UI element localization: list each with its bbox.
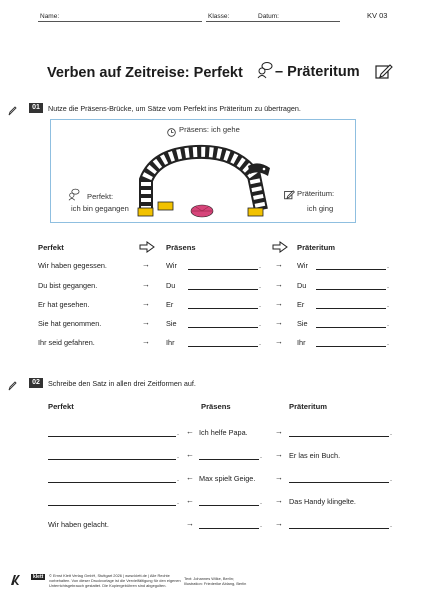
kv-code: KV 03 xyxy=(367,11,388,20)
t1-praeteritum-cell: Wir xyxy=(297,261,308,270)
t2-praesens-blank[interactable] xyxy=(199,505,259,506)
pencil-icon xyxy=(7,103,17,121)
t1-perfekt-cell: Er hat gesehen. xyxy=(38,300,90,309)
t2-perfekt-blank[interactable] xyxy=(48,482,176,483)
t2-praeteritum-blank[interactable] xyxy=(289,528,389,529)
t1-praesens-blank[interactable] xyxy=(188,308,258,309)
arrow-outline-icon-2 xyxy=(272,240,288,258)
t2-left-arrow: ← xyxy=(186,473,194,482)
t1-praesens-cell: Wir xyxy=(166,261,177,270)
t1-header-praeteritum: Präteritum xyxy=(297,243,335,252)
task2-instruction: Schreibe den Satz in allen drei Zeitformen auf. xyxy=(48,379,196,388)
arrow-outline-icon xyxy=(139,240,155,258)
t2-right-arrow: → xyxy=(275,427,283,436)
task2-number-badge: 02 xyxy=(29,378,43,388)
t1-arrow: → xyxy=(275,318,283,327)
t2-perfekt-blank[interactable] xyxy=(48,459,176,460)
write-pen-small-icon xyxy=(284,187,295,205)
t1-arrow: → xyxy=(275,260,283,269)
t1-perfekt-cell: Wir haben gegessen. xyxy=(38,261,107,270)
date-label: Datum: xyxy=(258,13,279,20)
name-line xyxy=(38,21,202,22)
copyright-notice: © Ernst Klett Verlag GmbH, Stuttgart 2026 | www.klett.de | Alle Rechte vorbehalten. Von dieser Druckvorlage ist die Vervielfältigung für den eigenen Unterrichtsgebrauch gestattet. Die Kopiergebühren sind abgegolten. xyxy=(49,573,181,588)
praeteritum-label: Präteritum: xyxy=(297,189,335,198)
t1-praeteritum-blank[interactable] xyxy=(316,346,386,347)
class-line xyxy=(206,21,256,22)
t2-perfekt-given: Wir haben gelacht. xyxy=(48,520,109,529)
t2-praeteritum-blank[interactable] xyxy=(289,482,389,483)
title-part-praeteritum: – Präteritum xyxy=(275,64,360,80)
t1-praesens-blank[interactable] xyxy=(188,346,258,347)
t1-perfekt-cell: Sie hat genommen. xyxy=(38,319,102,328)
t1-praeteritum-cell: Sie xyxy=(297,319,308,328)
t1-arrow: → xyxy=(142,299,150,308)
t2-right-arrow: → xyxy=(186,519,194,528)
t2-left-arrow: ← xyxy=(186,496,194,505)
t1-arrow: → xyxy=(275,299,283,308)
t1-praeteritum-blank[interactable] xyxy=(316,289,386,290)
t2-praesens-blank[interactable] xyxy=(199,528,259,529)
speech-person-icon xyxy=(257,61,273,84)
t1-praesens-blank[interactable] xyxy=(188,269,258,270)
klett-logo xyxy=(9,572,31,588)
praeteritum-example: ich ging xyxy=(307,204,334,213)
perfekt-label: Perfekt: xyxy=(87,192,114,201)
credits: Text: Johannes Wilke, Berlin; Illustration: Friederike Ablang, Berlin xyxy=(184,576,247,586)
t1-arrow: → xyxy=(142,260,150,269)
class-label: Klasse: xyxy=(208,13,230,20)
t2-right-arrow: → xyxy=(275,519,283,528)
t2-right-arrow: → xyxy=(275,473,283,482)
t1-praesens-blank[interactable] xyxy=(188,289,258,290)
date-line xyxy=(256,21,340,22)
t2-header-praeteritum: Präteritum xyxy=(289,402,327,411)
praesens-label: Präsens: ich gehe xyxy=(179,125,240,134)
t1-praeteritum-cell: Ihr xyxy=(297,338,306,347)
t1-praeteritum-blank[interactable] xyxy=(316,269,386,270)
perfekt-example: ich bin gegangen xyxy=(71,204,129,213)
publisher-mark: klett xyxy=(33,574,44,580)
title-part-perfekt: Verben auf Zeitreise: Perfekt xyxy=(47,65,243,81)
t1-arrow: → xyxy=(142,280,150,289)
t1-praeteritum-cell: Er xyxy=(297,300,305,309)
t2-header-perfekt: Perfekt xyxy=(48,402,74,411)
zebra-bridge-image xyxy=(136,140,276,222)
t2-left-arrow: ← xyxy=(186,450,194,459)
t2-praesens-given: Ich helfe Papa. xyxy=(199,428,248,437)
t1-arrow: → xyxy=(142,337,150,346)
t1-praesens-cell: Er xyxy=(166,300,174,309)
t2-perfekt-blank[interactable] xyxy=(48,505,176,506)
t2-praeteritum-given: Er las ein Buch. xyxy=(289,451,341,460)
task1-number-badge: 01 xyxy=(29,103,43,113)
write-pen-icon xyxy=(375,62,393,85)
t1-praesens-cell: Sie xyxy=(166,319,177,328)
t2-perfekt-blank[interactable] xyxy=(48,436,176,437)
t1-praeteritum-blank[interactable] xyxy=(316,308,386,309)
t1-header-perfekt: Perfekt xyxy=(38,243,64,252)
t1-praeteritum-cell: Du xyxy=(297,281,307,290)
t2-praesens-blank[interactable] xyxy=(199,459,259,460)
t1-perfekt-cell: Ihr seid gefahren. xyxy=(38,338,95,347)
t1-arrow: → xyxy=(142,318,150,327)
name-label: Name: xyxy=(40,13,60,20)
t1-praesens-cell: Du xyxy=(166,281,176,290)
t1-praesens-blank[interactable] xyxy=(188,327,258,328)
t2-left-arrow: ← xyxy=(186,427,194,436)
task1-instruction: Nutze die Präsens-Brücke, um Sätze vom Perfekt ins Präteritum zu übertragen. xyxy=(48,104,301,113)
t2-header-praesens: Präsens xyxy=(201,402,231,411)
t2-praesens-given: Max spielt Geige. xyxy=(199,474,256,483)
tense-bridge-illustration xyxy=(50,119,356,223)
t2-praeteritum-blank[interactable] xyxy=(289,436,389,437)
pencil-icon-2 xyxy=(7,378,17,396)
t1-praeteritum-blank[interactable] xyxy=(316,327,386,328)
page-title xyxy=(47,64,397,84)
t1-header-praesens: Präsens xyxy=(166,243,196,252)
t1-praesens-cell: Ihr xyxy=(166,338,175,347)
t2-right-arrow: → xyxy=(275,450,283,459)
t1-arrow: → xyxy=(275,280,283,289)
t1-perfekt-cell: Du bist gegangen. xyxy=(38,281,98,290)
t2-praeteritum-given: Das Handy klingelte. xyxy=(289,497,356,506)
t2-right-arrow: → xyxy=(275,496,283,505)
t1-arrow: → xyxy=(275,337,283,346)
